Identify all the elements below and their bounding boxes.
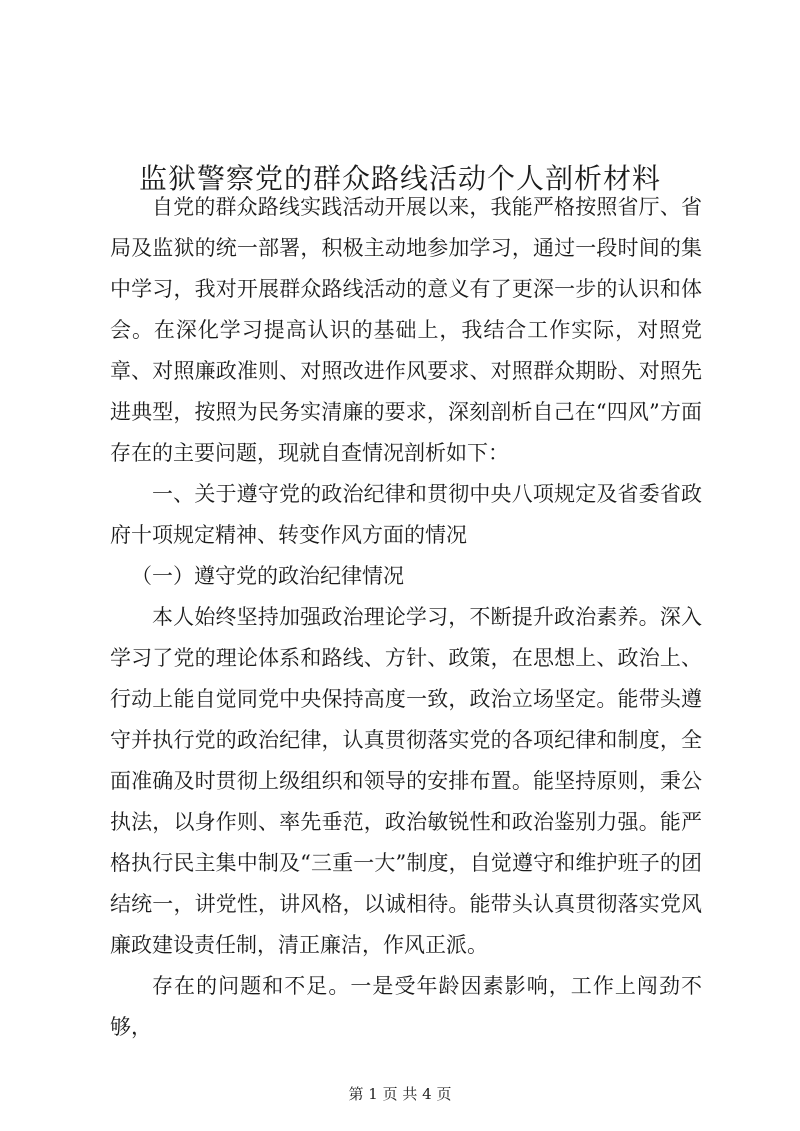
document-body (110, 187, 702, 1048)
page-number-footer: 第 1 页 共 4 页 (348, 1085, 452, 1103)
document-title: 监狱警察党的群众路线活动个人剖析材料 (138, 161, 661, 195)
paragraph-intro: 自党的群众路线实践活动开展以来，我能严格按照省厅、省局及监狱的统一部署，积极主动地参加学习，通过一段时间的集中学习，我对开展群众路线活动的意义有了更深一步的认识和体会。在深化学习提高认识的基础上，我结合工作实际，对照党章、对照廉政准则、对照改进作风要求、对照群众期盼、对照先进典型，按照为民务实清廉的要求，深刻剖析自己在“四风”方面存在的主要问题，现就自查情况剖析如下： (110, 195, 702, 465)
section-heading-1: 一、关于遵守党的政治纪律和贯彻中央八项规定及省委省政府十项规定精神、转变作风方面的情况 (110, 482, 702, 547)
paragraph-problems: 存在的问题和不足。一是受年龄因素影响，工作上闯劲不够， (110, 974, 702, 1039)
subsection-heading-1: （一）遵守党的政治纪律情况 (131, 564, 404, 588)
paragraph-political-discipline: 本人始终坚持加强政治理论学习，不断提升政治素养。深入学习了党的理论体系和路线、方针、政策，在思想上、政治上、行动上能自觉同党中央保持高度一致，政治立场坚定。能带头遵守并执行党的政治纪律，认真贯彻落实党的各项纪律和制度，全面准确及时贯彻上级组织和领导的安排布置。能坚持原则，秉公执法，以身作则、率先垂范，政治敏锐性和政治鉴别力强。能严格执行民主集中制及“三重一大”制度，自觉遵守和维护班子的团结统一，讲党性，讲风格，以诚相待。能带头认真贯彻落实党风廉政建设责任制，清正廉洁，作风正派。 (110, 605, 702, 957)
